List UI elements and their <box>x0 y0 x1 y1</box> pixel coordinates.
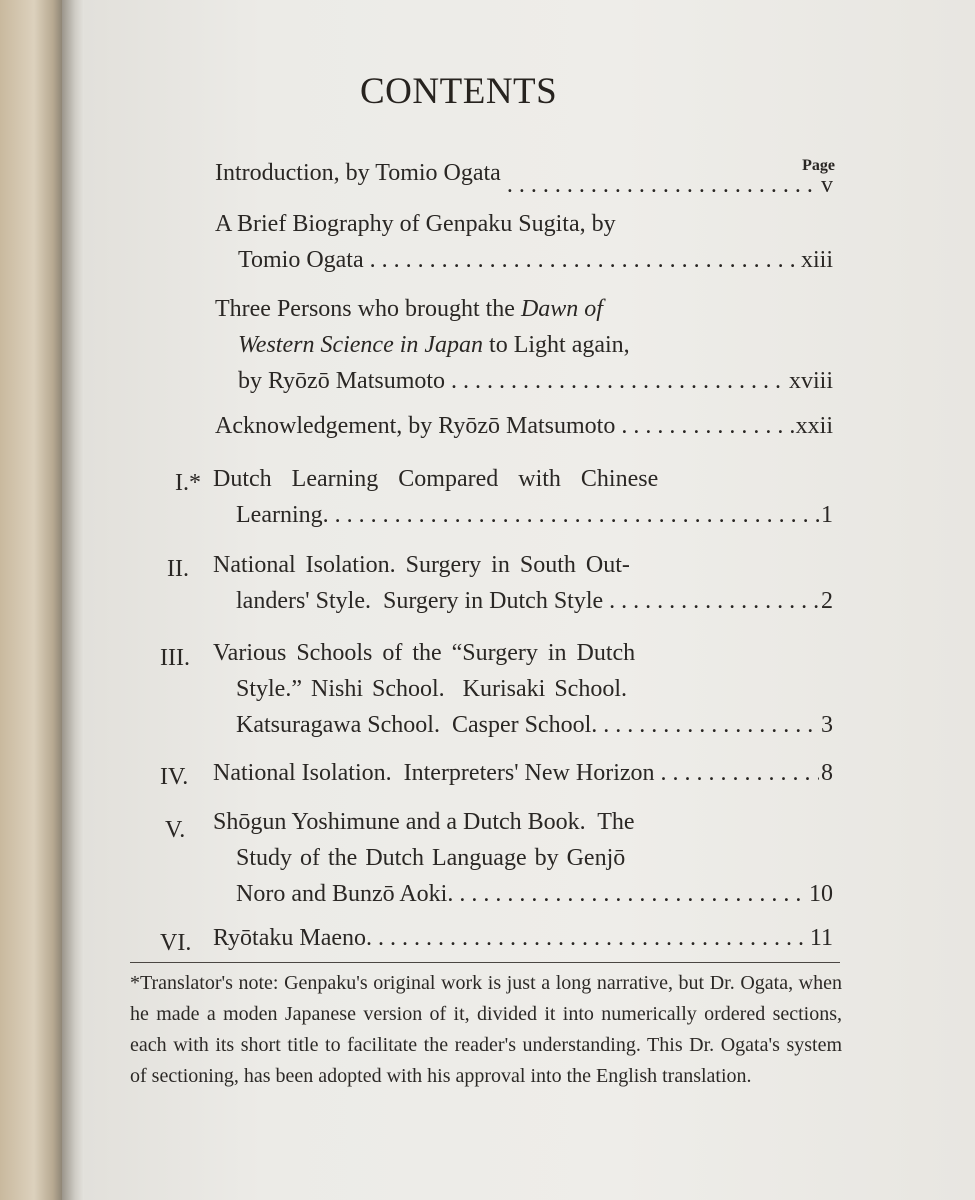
toc-entry-acknowledgement: Acknowledgement, by Ryōzō Matsumoto . . . xxii <box>215 408 833 444</box>
page-title: CONTENTS <box>360 71 558 112</box>
toc-page-number: xiii <box>800 247 833 273</box>
page-gutter <box>62 0 84 1200</box>
toc-chapter-1: Dutch Learning Compared with Chinese Learning. . . . 1 <box>213 461 833 533</box>
chapter-numeral: V. <box>165 817 186 843</box>
toc-chapter-4: National Isolation. Interpreters' New Horizon . . . 8 <box>213 755 833 791</box>
chapter-numeral: II. <box>167 556 189 582</box>
page-column-label: Page <box>802 157 835 174</box>
toc-chapter-3: Various Schools of the “Surgery in Dutch Style.” Nishi School. Kurisaki School. Katsuragawa School. Casper School. . . . 3 <box>213 635 833 743</box>
toc-page-number: 10 <box>809 881 833 907</box>
chapter-numeral: I.* <box>175 470 201 496</box>
footnote-divider <box>130 962 840 963</box>
toc-page-number: xviii <box>788 368 833 394</box>
toc-page-number: 11 <box>809 925 833 951</box>
chapter-numeral: IV. <box>160 764 189 790</box>
toc-page-number: 1 <box>821 502 833 528</box>
toc-page-number: 2 <box>821 588 833 614</box>
chapter-numeral: III. <box>160 645 190 671</box>
toc-chapter-2: National Isolation. Surgery in South Out- landers' Style. Surgery in Dutch Style . . . 2 <box>213 547 833 619</box>
book-binding <box>0 0 62 1200</box>
toc-page-number: 3 <box>821 712 833 738</box>
toc-page-number: 8 <box>821 760 833 786</box>
chapter-numeral: VI. <box>160 930 192 956</box>
toc-entry-biography: A Brief Biography of Genpaku Sugita, by Tomio Ogata . . . xiii <box>215 206 833 278</box>
translator-footnote: *Translator's note: Genpaku's original work is just a long narrative, but Dr. Ogata, when he made a moden Japanese version of it, divided it into numerically ordered sections, each with its short title to facilitate the reader's understanding. This Dr. Ogata's system of sectioning, has been adopted with his approval into the English translation. <box>130 972 842 1087</box>
toc-entry-three-persons: Three Persons who brought the Dawn of Western Science in Japan to Light again, by Ryōzō Matsumoto . . . xviii <box>215 291 833 399</box>
toc-page-number: xxii <box>795 413 833 439</box>
toc-chapter-6: Ryōtaku Maeno. . . . 11 <box>213 920 833 956</box>
toc-chapter-5: Shōgun Yoshimune and a Dutch Book. The Study of the Dutch Language by Genjō Noro and Bunzō Aoki. . . . 10 <box>213 804 833 912</box>
toc-page-number: v <box>821 172 833 198</box>
toc-entry-introduction: Introduction, by Tomio Ogata . . . v <box>215 155 833 203</box>
